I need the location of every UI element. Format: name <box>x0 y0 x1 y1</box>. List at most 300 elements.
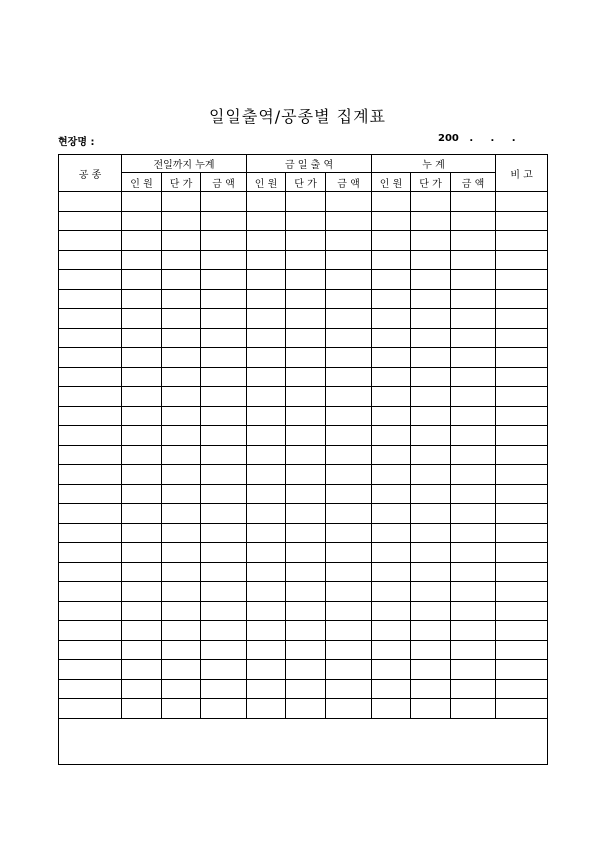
table-cell[interactable] <box>59 192 122 212</box>
table-cell[interactable] <box>451 289 496 309</box>
table-cell[interactable] <box>286 484 326 504</box>
table-cell[interactable] <box>59 231 122 251</box>
table-cell[interactable] <box>122 250 162 270</box>
table-cell[interactable] <box>372 426 411 446</box>
table-cell[interactable] <box>496 484 548 504</box>
table-cell[interactable] <box>59 523 122 543</box>
table-cell[interactable] <box>122 445 162 465</box>
table-cell[interactable] <box>122 426 162 446</box>
table-cell[interactable] <box>372 504 411 524</box>
table-cell[interactable] <box>59 465 122 485</box>
table-cell[interactable] <box>162 387 201 407</box>
table-cell[interactable] <box>201 582 247 602</box>
table-cell[interactable] <box>162 465 201 485</box>
table-cell[interactable] <box>411 601 451 621</box>
table-cell[interactable] <box>247 523 286 543</box>
table-cell[interactable] <box>122 699 162 719</box>
table-cell[interactable] <box>496 640 548 660</box>
table-cell[interactable] <box>59 387 122 407</box>
table-cell[interactable] <box>247 426 286 446</box>
table-cell[interactable] <box>326 621 372 641</box>
table-cell[interactable] <box>247 465 286 485</box>
table-cell[interactable] <box>286 523 326 543</box>
table-cell[interactable] <box>201 562 247 582</box>
table-cell[interactable] <box>162 484 201 504</box>
table-cell[interactable] <box>372 621 411 641</box>
table-cell[interactable] <box>286 679 326 699</box>
table-cell[interactable] <box>411 289 451 309</box>
table-cell[interactable] <box>286 348 326 368</box>
table-cell[interactable] <box>496 660 548 680</box>
table-cell[interactable] <box>411 406 451 426</box>
table-cell[interactable] <box>326 192 372 212</box>
table-cell[interactable] <box>162 231 201 251</box>
table-cell[interactable] <box>59 640 122 660</box>
table-cell[interactable] <box>59 484 122 504</box>
table-cell[interactable] <box>122 543 162 563</box>
table-cell[interactable] <box>326 250 372 270</box>
table-cell[interactable] <box>451 192 496 212</box>
table-cell[interactable] <box>411 270 451 290</box>
table-cell[interactable] <box>411 445 451 465</box>
table-cell[interactable] <box>451 426 496 446</box>
table-cell[interactable] <box>247 445 286 465</box>
table-cell[interactable] <box>162 192 201 212</box>
table-cell[interactable] <box>411 699 451 719</box>
table-cell[interactable] <box>247 211 286 231</box>
table-cell[interactable] <box>326 660 372 680</box>
table-cell[interactable] <box>496 621 548 641</box>
table-cell[interactable] <box>247 640 286 660</box>
table-cell[interactable] <box>286 367 326 387</box>
table-cell[interactable] <box>326 309 372 329</box>
table-cell[interactable] <box>326 601 372 621</box>
table-cell[interactable] <box>59 699 122 719</box>
table-cell[interactable] <box>162 445 201 465</box>
table-cell[interactable] <box>201 231 247 251</box>
table-cell[interactable] <box>122 406 162 426</box>
table-cell[interactable] <box>326 211 372 231</box>
table-cell[interactable] <box>59 426 122 446</box>
table-cell[interactable] <box>201 699 247 719</box>
table-cell[interactable] <box>496 192 548 212</box>
table-cell[interactable] <box>247 504 286 524</box>
table-cell[interactable] <box>122 640 162 660</box>
table-cell[interactable] <box>496 523 548 543</box>
table-cell[interactable] <box>122 562 162 582</box>
table-cell[interactable] <box>451 562 496 582</box>
table-cell[interactable] <box>201 543 247 563</box>
table-cell[interactable] <box>247 270 286 290</box>
table-cell[interactable] <box>496 426 548 446</box>
table-cell[interactable] <box>451 445 496 465</box>
table-cell[interactable] <box>59 582 122 602</box>
table-cell[interactable] <box>59 289 122 309</box>
table-cell[interactable] <box>496 250 548 270</box>
table-cell[interactable] <box>451 523 496 543</box>
table-cell[interactable] <box>162 640 201 660</box>
table-cell[interactable] <box>372 445 411 465</box>
table-cell[interactable] <box>122 679 162 699</box>
table-cell[interactable] <box>411 231 451 251</box>
table-cell[interactable] <box>451 328 496 348</box>
table-cell[interactable] <box>372 465 411 485</box>
table-cell[interactable] <box>162 348 201 368</box>
table-cell[interactable] <box>496 504 548 524</box>
table-cell[interactable] <box>372 699 411 719</box>
table-cell[interactable] <box>451 699 496 719</box>
table-cell[interactable] <box>286 582 326 602</box>
table-cell[interactable] <box>247 660 286 680</box>
table-cell[interactable] <box>201 328 247 348</box>
table-cell[interactable] <box>201 679 247 699</box>
table-cell[interactable] <box>372 250 411 270</box>
table-cell[interactable] <box>496 231 548 251</box>
table-cell[interactable] <box>372 348 411 368</box>
table-cell[interactable] <box>201 289 247 309</box>
table-cell[interactable] <box>201 387 247 407</box>
table-cell[interactable] <box>59 679 122 699</box>
table-cell[interactable] <box>451 504 496 524</box>
table-cell[interactable] <box>496 699 548 719</box>
table-cell[interactable] <box>247 289 286 309</box>
table-cell[interactable] <box>247 699 286 719</box>
table-cell[interactable] <box>411 660 451 680</box>
table-cell[interactable] <box>326 289 372 309</box>
table-cell[interactable] <box>201 211 247 231</box>
table-cell[interactable] <box>122 523 162 543</box>
table-cell[interactable] <box>411 348 451 368</box>
table-cell[interactable] <box>286 289 326 309</box>
table-cell[interactable] <box>286 504 326 524</box>
table-cell[interactable] <box>201 309 247 329</box>
table-cell[interactable] <box>496 211 548 231</box>
table-cell[interactable] <box>411 465 451 485</box>
table-cell[interactable] <box>326 367 372 387</box>
table-cell[interactable] <box>201 367 247 387</box>
table-cell[interactable] <box>247 562 286 582</box>
table-cell[interactable] <box>372 289 411 309</box>
table-cell[interactable] <box>372 679 411 699</box>
table-cell[interactable] <box>162 406 201 426</box>
table-cell[interactable] <box>286 640 326 660</box>
table-cell[interactable] <box>372 640 411 660</box>
table-cell[interactable] <box>496 289 548 309</box>
table-cell[interactable] <box>326 640 372 660</box>
table-cell[interactable] <box>247 309 286 329</box>
table-cell[interactable] <box>162 289 201 309</box>
table-cell[interactable] <box>247 484 286 504</box>
table-cell[interactable] <box>162 660 201 680</box>
table-cell[interactable] <box>326 523 372 543</box>
table-cell[interactable] <box>496 465 548 485</box>
table-cell[interactable] <box>59 348 122 368</box>
table-cell[interactable] <box>247 367 286 387</box>
table-cell[interactable] <box>372 660 411 680</box>
table-cell[interactable] <box>286 309 326 329</box>
table-cell[interactable] <box>122 601 162 621</box>
table-cell[interactable] <box>162 562 201 582</box>
table-cell[interactable] <box>122 387 162 407</box>
table-cell[interactable] <box>59 543 122 563</box>
table-cell[interactable] <box>496 679 548 699</box>
table-cell[interactable] <box>201 621 247 641</box>
table-cell[interactable] <box>411 426 451 446</box>
table-cell[interactable] <box>451 582 496 602</box>
table-cell[interactable] <box>411 367 451 387</box>
table-cell[interactable] <box>122 660 162 680</box>
table-cell[interactable] <box>451 406 496 426</box>
table-cell[interactable] <box>122 289 162 309</box>
table-cell[interactable] <box>59 445 122 465</box>
table-cell[interactable] <box>247 328 286 348</box>
table-cell[interactable] <box>451 601 496 621</box>
table-cell[interactable] <box>122 367 162 387</box>
table-cell[interactable] <box>247 250 286 270</box>
table-cell[interactable] <box>122 270 162 290</box>
header-group-today: 금 일 출 역 <box>247 155 372 173</box>
table-cell[interactable] <box>372 523 411 543</box>
table-cell[interactable] <box>201 523 247 543</box>
table-cell[interactable] <box>372 309 411 329</box>
table-cell[interactable] <box>59 504 122 524</box>
table-cell[interactable] <box>286 445 326 465</box>
table-cell[interactable] <box>122 484 162 504</box>
table-cell[interactable] <box>122 192 162 212</box>
table-cell[interactable] <box>451 660 496 680</box>
table-cell[interactable] <box>372 328 411 348</box>
table-cell[interactable] <box>201 250 247 270</box>
table-cell[interactable] <box>59 601 122 621</box>
table-cell[interactable] <box>496 582 548 602</box>
table-cell[interactable] <box>411 484 451 504</box>
table-cell[interactable] <box>247 601 286 621</box>
table-cell[interactable] <box>411 211 451 231</box>
table-cell[interactable] <box>451 211 496 231</box>
table-cell[interactable] <box>372 406 411 426</box>
table-cell[interactable] <box>247 543 286 563</box>
table-cell[interactable] <box>201 601 247 621</box>
table-cell[interactable] <box>286 660 326 680</box>
table-cell[interactable] <box>451 484 496 504</box>
table-cell[interactable] <box>451 231 496 251</box>
table-cell[interactable] <box>326 328 372 348</box>
table-cell[interactable] <box>496 543 548 563</box>
table-cell[interactable] <box>286 543 326 563</box>
table-cell[interactable] <box>496 309 548 329</box>
table-cell[interactable] <box>372 562 411 582</box>
table-cell[interactable] <box>496 328 548 348</box>
table-cell[interactable] <box>162 621 201 641</box>
table-cell[interactable] <box>451 367 496 387</box>
table-cell[interactable] <box>59 562 122 582</box>
table-cell[interactable] <box>59 270 122 290</box>
table-cell[interactable] <box>451 679 496 699</box>
table-cell[interactable] <box>286 250 326 270</box>
table-cell[interactable] <box>372 211 411 231</box>
table-cell[interactable] <box>496 270 548 290</box>
table-cell[interactable] <box>496 445 548 465</box>
table-cell[interactable] <box>451 621 496 641</box>
table-cell[interactable] <box>411 640 451 660</box>
table-cell[interactable] <box>201 348 247 368</box>
table-cell[interactable] <box>496 406 548 426</box>
table-cell[interactable] <box>326 387 372 407</box>
table-cell[interactable] <box>411 192 451 212</box>
table-cell[interactable] <box>372 387 411 407</box>
table-cell[interactable] <box>286 426 326 446</box>
table-cell[interactable] <box>372 543 411 563</box>
table-cell[interactable] <box>411 309 451 329</box>
table-row <box>59 406 548 426</box>
table-cell[interactable] <box>162 523 201 543</box>
table-cell[interactable] <box>451 348 496 368</box>
table-cell[interactable] <box>326 231 372 251</box>
table-cell[interactable] <box>286 231 326 251</box>
table-cell[interactable] <box>286 387 326 407</box>
table-cell[interactable] <box>411 543 451 563</box>
table-cell[interactable] <box>496 348 548 368</box>
table-cell[interactable] <box>451 640 496 660</box>
table-cell[interactable] <box>247 348 286 368</box>
table-cell[interactable] <box>162 211 201 231</box>
table-cell[interactable] <box>59 328 122 348</box>
table-cell[interactable] <box>326 562 372 582</box>
table-cell[interactable] <box>326 582 372 602</box>
table-cell[interactable] <box>247 406 286 426</box>
table-cell[interactable] <box>201 192 247 212</box>
table-cell[interactable] <box>122 309 162 329</box>
table-cell[interactable] <box>496 562 548 582</box>
table-cell[interactable] <box>451 387 496 407</box>
table-cell[interactable] <box>122 211 162 231</box>
table-cell[interactable] <box>326 543 372 563</box>
table-cell[interactable] <box>372 582 411 602</box>
table-cell[interactable] <box>411 621 451 641</box>
table-cell[interactable] <box>411 523 451 543</box>
table-cell[interactable] <box>372 231 411 251</box>
table-cell[interactable] <box>247 231 286 251</box>
table-cell[interactable] <box>326 270 372 290</box>
table-cell[interactable] <box>201 465 247 485</box>
table-cell[interactable] <box>411 328 451 348</box>
table-cell[interactable] <box>59 211 122 231</box>
table-cell[interactable] <box>411 504 451 524</box>
table-cell[interactable] <box>162 699 201 719</box>
table-cell[interactable] <box>122 465 162 485</box>
table-cell[interactable] <box>286 621 326 641</box>
table-cell[interactable] <box>162 582 201 602</box>
table-cell[interactable] <box>59 309 122 329</box>
table-cell[interactable] <box>286 270 326 290</box>
table-cell[interactable] <box>411 562 451 582</box>
table-cell[interactable] <box>286 406 326 426</box>
table-cell[interactable] <box>372 601 411 621</box>
table-cell[interactable] <box>162 328 201 348</box>
table-cell[interactable] <box>247 192 286 212</box>
table-cell[interactable] <box>411 679 451 699</box>
table-cell[interactable] <box>286 192 326 212</box>
table-cell[interactable] <box>411 387 451 407</box>
table-cell[interactable] <box>201 426 247 446</box>
table-cell[interactable] <box>496 387 548 407</box>
table-cell[interactable] <box>201 406 247 426</box>
table-cell[interactable] <box>247 679 286 699</box>
table-cell[interactable] <box>496 601 548 621</box>
table-cell[interactable] <box>496 367 548 387</box>
table-cell[interactable] <box>326 426 372 446</box>
table-cell[interactable] <box>162 426 201 446</box>
table-cell[interactable] <box>326 679 372 699</box>
table-cell[interactable] <box>286 699 326 719</box>
table-cell[interactable] <box>201 504 247 524</box>
table-cell[interactable] <box>201 660 247 680</box>
table-cell[interactable] <box>286 211 326 231</box>
table-cell[interactable] <box>162 679 201 699</box>
table-cell[interactable] <box>162 309 201 329</box>
table-cell[interactable] <box>451 543 496 563</box>
table-cell[interactable] <box>247 621 286 641</box>
table-cell[interactable] <box>286 328 326 348</box>
table-cell[interactable] <box>451 250 496 270</box>
table-cell[interactable] <box>122 348 162 368</box>
table-cell[interactable] <box>247 582 286 602</box>
table-cell[interactable] <box>372 367 411 387</box>
table-cell[interactable] <box>162 270 201 290</box>
table-cell[interactable] <box>201 484 247 504</box>
table-cell[interactable] <box>162 367 201 387</box>
table-cell[interactable] <box>122 582 162 602</box>
table-cell[interactable] <box>122 231 162 251</box>
table-cell[interactable] <box>59 250 122 270</box>
table-cell[interactable] <box>201 640 247 660</box>
table-cell[interactable] <box>122 504 162 524</box>
table-cell[interactable] <box>201 270 247 290</box>
table-cell[interactable] <box>162 601 201 621</box>
table-cell[interactable] <box>326 699 372 719</box>
table-cell[interactable] <box>59 621 122 641</box>
table-cell[interactable] <box>162 250 201 270</box>
table-cell[interactable] <box>326 465 372 485</box>
table-cell[interactable] <box>411 250 451 270</box>
remarks-area[interactable] <box>59 718 548 764</box>
table-cell[interactable] <box>372 270 411 290</box>
table-cell[interactable] <box>286 601 326 621</box>
table-cell[interactable] <box>326 445 372 465</box>
table-cell[interactable] <box>59 660 122 680</box>
table-cell[interactable] <box>411 582 451 602</box>
table-cell[interactable] <box>372 484 411 504</box>
table-cell[interactable] <box>451 309 496 329</box>
table-cell[interactable] <box>326 348 372 368</box>
table-cell[interactable] <box>326 484 372 504</box>
table-cell[interactable] <box>451 270 496 290</box>
table-cell[interactable] <box>201 445 247 465</box>
table-cell[interactable] <box>162 543 201 563</box>
table-cell[interactable] <box>326 504 372 524</box>
table-cell[interactable] <box>247 387 286 407</box>
table-cell[interactable] <box>122 328 162 348</box>
table-cell[interactable] <box>59 406 122 426</box>
table-cell[interactable] <box>162 504 201 524</box>
table-cell[interactable] <box>372 192 411 212</box>
table-cell[interactable] <box>286 562 326 582</box>
table-cell[interactable] <box>122 621 162 641</box>
table-cell[interactable] <box>451 465 496 485</box>
table-cell[interactable] <box>59 367 122 387</box>
table-cell[interactable] <box>326 406 372 426</box>
table-cell[interactable] <box>286 465 326 485</box>
